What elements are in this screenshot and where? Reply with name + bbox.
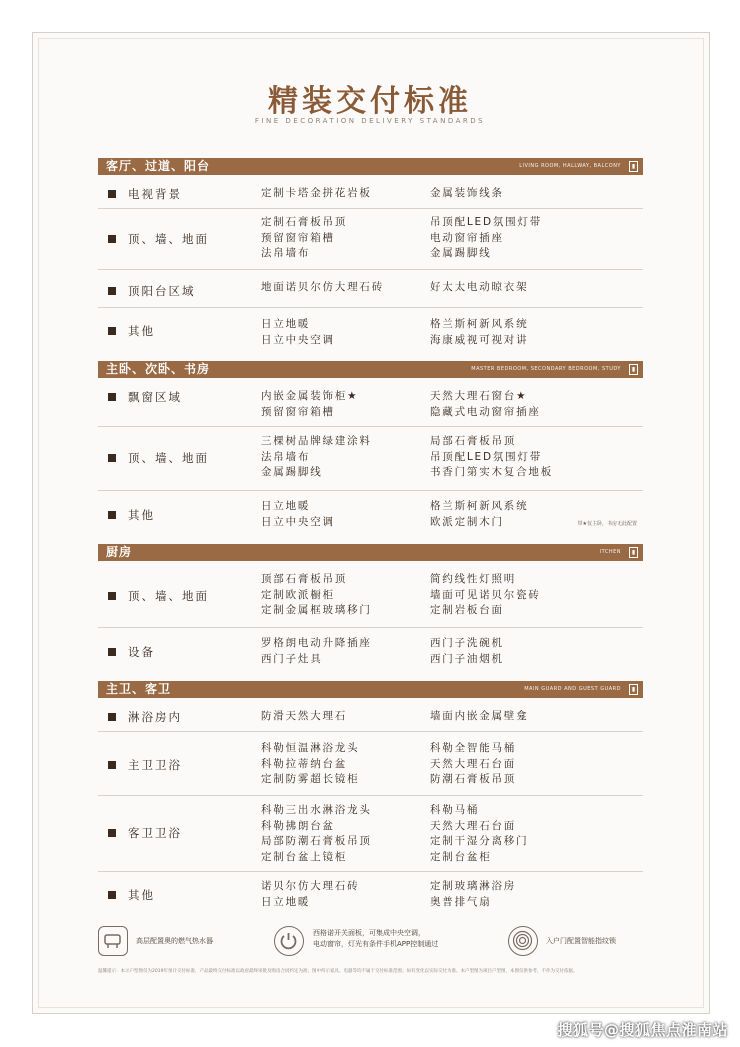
bullet-icon [108,761,116,769]
row-label: 顶、墙、地面 [108,231,209,247]
section-title: 厨房 [106,545,133,559]
spec-col-1: 内嵌金属装饰柜★ 预留窗帘箱槽 [261,390,359,418]
divider [98,208,643,209]
row-label: 顶阳台区域 [108,283,196,299]
spec-col-1: 定制卡塔金拼花岩板 [261,187,372,199]
row-label: 主卫卫浴 [108,757,182,773]
section-mark-icon: ▮ [629,364,638,375]
divider [98,731,643,732]
divider [98,426,643,427]
section-mark-icon: ▮ [629,684,638,695]
row-label: 其他 [108,323,155,339]
spec-col-2: 定制玻璃淋浴房 奥普排气扇 [430,880,517,908]
bullet-icon [108,327,116,335]
bullet-icon [108,190,116,198]
power-switch-icon [274,926,304,956]
spec-col-2: 好太太电动晾衣架 [430,281,529,293]
divider [98,307,643,308]
spec-col-2: 金属装饰线条 [430,187,504,199]
divider [98,795,643,796]
section-title: 主卫、客卫 [106,682,172,696]
divider [98,871,643,872]
page-subtitle: FINE DECORATION DELIVERY STANDARDS [254,117,486,125]
divider [98,490,643,491]
feature-text: 入户门配置智能指纹锁 [546,937,616,945]
row-label: 设备 [108,644,155,660]
spec-col-1: 防滑天然大理石 [261,710,348,722]
row-label: 淋浴房内 [108,709,182,725]
spec-col-2: 格兰斯柯新风系统 海康威视可视对讲 [430,318,529,346]
feature-text: 高层配置奥的燃气热水器 [136,937,213,945]
legal-notice: 温馨提示：本示户型图仅为2019年预计交付标准，产品最终交付标准以政府最终审批及购房合同约定为准；图中所示家具、电器等均不属于交付标准范围；如有变化以实际交付为准。本户型图为项目户型图，本图仅供参考，不作为交付依据。 [98,969,578,974]
spec-col-1: 顶部石膏板吊顶 定制欧派橱柜 定制金属框玻璃移门 [261,573,372,616]
spec-col-2: 局部石膏板吊顶 吊顶配LED氛围灯带 书香门第实木复合地板 [430,435,553,478]
section-bar-living [98,158,643,175]
bullet-icon [108,648,116,656]
fingerprint-lock-icon [508,926,538,956]
section-bar-kitchen [98,544,643,561]
divider [98,269,643,270]
spec-col-1: 定制石膏板吊顶 预留窗帘箱槽 法帛墙布 [261,216,348,259]
spec-col-1: 科勒三出水淋浴龙头 科勒拂朗台盆 局部防潮石膏板吊顶 定制台盆上镜柜 [261,804,372,863]
section-title-en: LIVING ROOM, HALLWAY, BALCONY [519,163,621,169]
row-label: 其他 [108,507,155,523]
spec-col-1: 地面诺贝尔仿大理石砖 [261,281,384,293]
footnote: 带★仅主卧，书房无此配置 [577,521,637,527]
row-label: 飘窗区域 [108,389,182,405]
spec-col-2: 科勒马桶 天然大理石台面 定制干湿分离移门 定制台盆柜 [430,804,529,863]
spec-col-1: 三棵树品牌绿建涂料 法帛墙布 金属踢脚线 [261,435,372,478]
row-label: 顶、墙、地面 [108,588,209,604]
spec-col-1: 日立地暖 日立中央空调 [261,318,335,346]
bullet-icon [108,454,116,462]
bullet-icon [108,511,116,519]
row-label: 电视背景 [108,186,182,202]
section-title-en: ITCHEN [599,549,621,555]
bullet-icon [108,287,116,295]
section-title-en: MASTER BEDROOM, SECONDARY BEDROOM, STUDY [471,366,621,372]
section-title-en: MAIN GUARD AND GUEST GUARD [524,686,621,692]
bullet-icon [108,891,116,899]
bullet-icon [108,829,116,837]
spec-col-1: 诺贝尔仿大理石砖 日立地暖 [261,880,360,908]
bullet-icon [108,592,116,600]
row-label: 客卫卫浴 [108,825,182,841]
spec-col-2: 西门子洗碗机 西门子油烟机 [430,637,504,665]
feature-icons-row [98,924,643,960]
spec-col-1: 科勒恒温淋浴龙头 科勒拉蒂纳台盆 定制防雾超长镜柜 [261,742,360,785]
section-title: 主卧、次卧、书房 [106,362,211,376]
spec-col-2: 天然大理石窗台★ 隐藏式电动窗帘插座 [430,390,541,418]
section-bar-bathroom [98,681,643,698]
spec-col-2: 吊顶配LED氛围灯带 电动窗帘插座 金属踢脚线 [430,216,543,259]
section-mark-icon: ▮ [629,547,638,558]
spec-col-1: 罗格朗电动升降插座 西门子灶具 [261,637,372,665]
section-mark-icon: ▮ [629,161,638,172]
feature-text: 西格诺开关面板，可集成中央空调， 电动窗帘，灯光有条件手机APP控制通过 [313,929,439,948]
spec-col-2: 格兰斯柯新风系统 欧派定制木门 [430,500,529,528]
divider [98,627,643,628]
section-title: 客厅、过道、阳台 [106,159,211,173]
row-label: 其他 [108,887,155,903]
row-label: 顶、墙、地面 [108,450,209,466]
spec-col-2: 墙面内嵌金属壁龛 [430,710,529,722]
bullet-icon [108,235,116,243]
section-bar-bedroom [98,361,643,378]
spec-col-2: 科勒全智能马桶 天然大理石台面 防潮石膏板吊顶 [430,742,517,785]
bullet-icon [108,713,116,721]
spec-col-1: 日立地暖 日立中央空调 [261,500,335,528]
bullet-icon [108,393,116,401]
page-title: 精装交付标准 [268,84,472,119]
water-heater-icon [98,926,128,956]
spec-col-2: 简约线性灯照明 墙面可见诺贝尔瓷砖 定制岩板台面 [430,573,541,616]
watermark: 搜狐号@搜狐焦点淮南站 [557,1021,728,1039]
